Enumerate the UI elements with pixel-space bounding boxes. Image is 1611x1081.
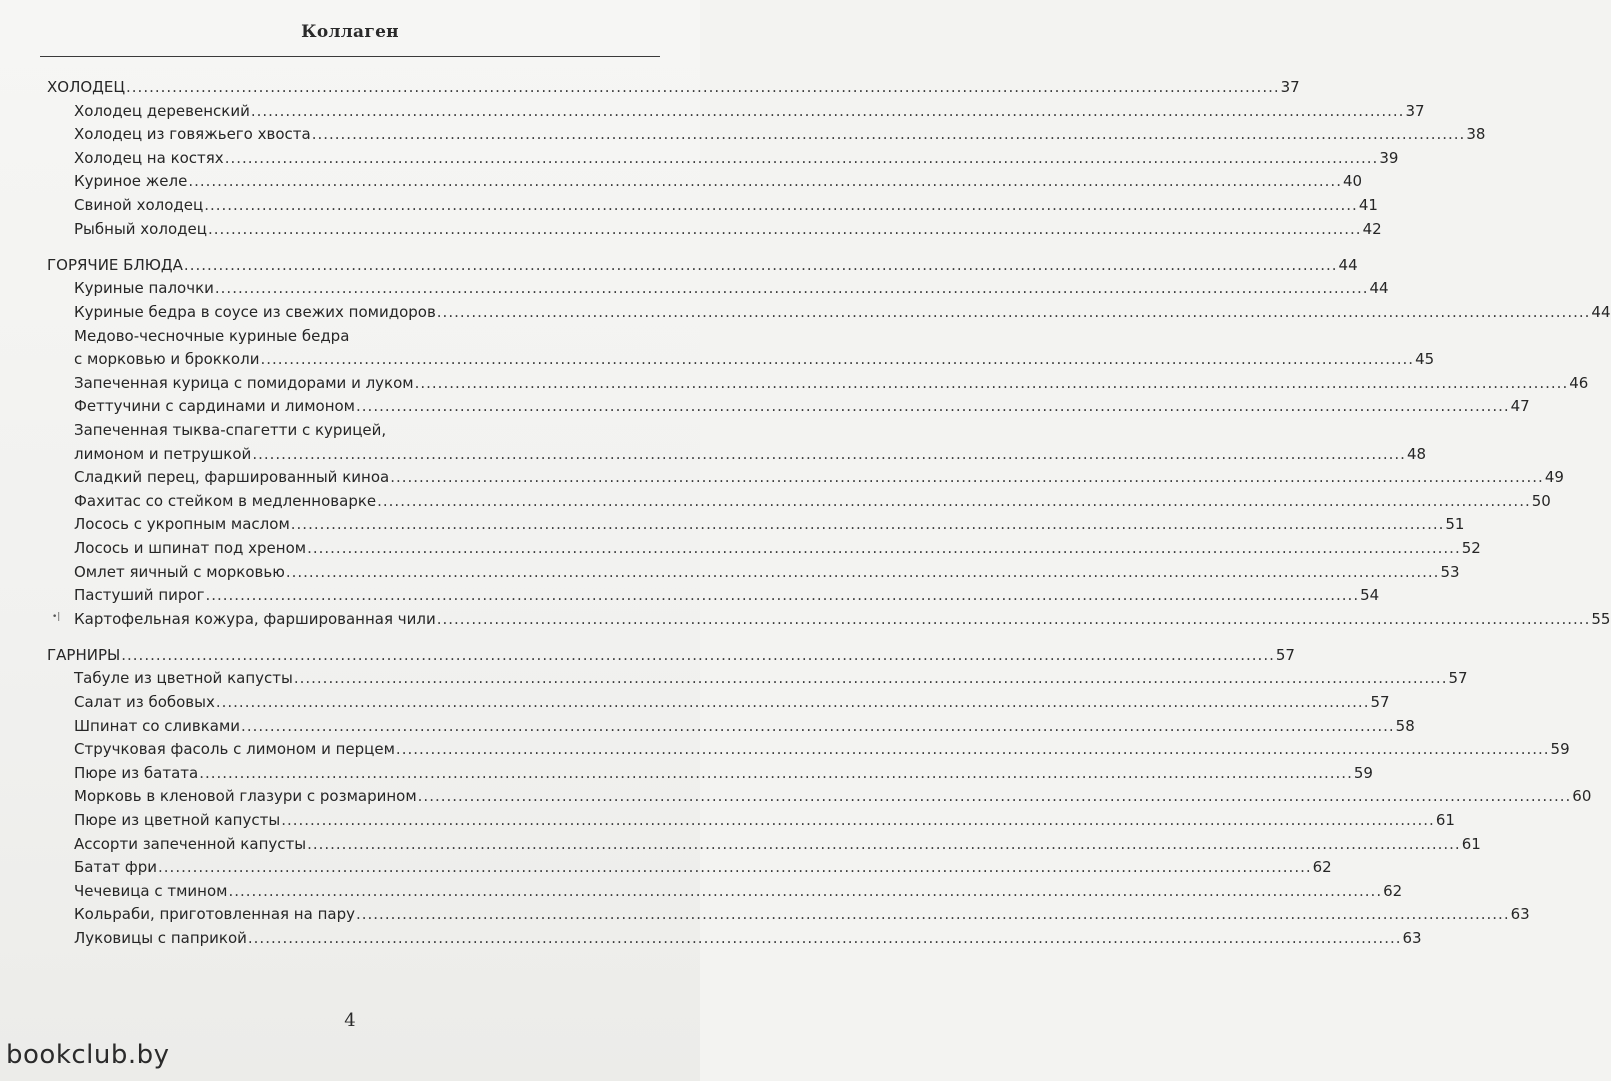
toc-entry-page: 63: [1510, 905, 1530, 924]
dot-leader: ........................................................................................................................................................................................................: [293, 669, 1448, 688]
toc-entry-page: 55: [1591, 609, 1611, 628]
toc-entry-page: 61: [1435, 811, 1455, 829]
dot-leader: ........................................................................................................................................................................................................: [205, 586, 1360, 605]
toc-entry: [74, 491, 1551, 510]
dot-leader: ........................................................................................................................................................................................................: [311, 125, 1466, 144]
toc-entry-title: Холодец деревенский: [74, 101, 250, 120]
toc-section-heading-page: 57: [1275, 645, 1295, 664]
dot-leader: ........................................................................................................................................................................................................: [188, 172, 1342, 191]
watermark-text: bookclub.by: [6, 1040, 170, 1070]
running-header-title: Коллаген: [301, 22, 399, 42]
dot-leader: ........................................................................................................................................................................................................: [285, 562, 1440, 581]
dot-leader: ........................................................................................................................................................................................................: [228, 881, 1383, 900]
toc-entry: [74, 397, 1530, 416]
toc-entry-title: Запеченная курица с помидорами и луком: [74, 373, 414, 392]
toc-entry-title-line: Медово-чесночные куриные бедра: [74, 326, 350, 345]
toc-entry-page: 48: [1406, 444, 1427, 463]
toc-entry-title: Феттучини с сардинами и лимоном: [74, 397, 356, 416]
dot-leader: ........................................................................................................................................................................................................: [207, 219, 1362, 238]
dot-leader: ........................................................................................................................................................................................................: [126, 78, 1280, 96]
toc-entry: [74, 444, 1427, 463]
toc-entry: [74, 834, 1481, 853]
toc-entry-page: 53: [1440, 562, 1460, 581]
toc-entry: [74, 350, 1435, 369]
toc-section-heading-title: ГОРЯЧИЕ БЛЮДА: [47, 255, 183, 274]
dot-leader: ........................................................................................................................................................................................................: [436, 609, 1591, 628]
dot-leader: ........................................................................................................................................................................................................: [252, 444, 1406, 463]
toc-entry-title: Пюре из цветной капусты: [74, 811, 281, 829]
toc-entry: [74, 693, 1390, 711]
toc-entry: [74, 279, 1389, 298]
toc-entry-title: Пастуший пирог: [74, 586, 205, 605]
dot-leader: ........................................................................................................................................................................................................: [307, 538, 1461, 557]
toc-entry-title: Омлет яичный с морковью: [74, 562, 285, 581]
toc-entry: [74, 763, 1373, 782]
dot-leader: ........................................................................................................................................................................................................: [215, 693, 1370, 711]
dot-leader: ........................................................................................................................................................................................................: [290, 515, 1445, 534]
toc-entry-title: Табуле из цветной капусты: [74, 669, 293, 688]
toc-entry-page: 62: [1312, 858, 1332, 877]
toc-entry: [74, 929, 1422, 947]
header-rule: [40, 56, 660, 57]
toc-entry-title: Кольраби, приготовленная на пару: [74, 905, 355, 924]
dot-leader: ........................................................................................................................................................................................................: [214, 279, 1369, 298]
toc-entry-page: 54: [1360, 586, 1380, 605]
toc-entry-page: 63: [1402, 929, 1422, 947]
toc-entry: [74, 609, 1611, 628]
toc-entry-title-line: Запеченная тыква-спагетти с курицей,: [74, 420, 387, 439]
dot-leader: ........................................................................................................................................................................................................: [281, 811, 1435, 829]
toc-entry-title: Стручковая фасоль с лимоном и перцем: [74, 740, 395, 759]
toc-section-heading-page: 37: [1280, 78, 1300, 96]
toc-entry-title: лимоном и петрушкой: [74, 444, 252, 463]
toc-entry-title: Холодец на костях: [74, 148, 224, 167]
toc-section-heading: [47, 255, 1358, 274]
dot-leader: ........................................................................................................................................................................................................: [414, 373, 1569, 392]
toc-entry: [74, 905, 1530, 924]
dot-leader: ........................................................................................................................................................................................................: [158, 858, 1312, 877]
toc-entry: [74, 148, 1399, 167]
dot-leader: ........................................................................................................................................................................................................: [377, 491, 1531, 510]
toc-entry-title: Лосось с укропным маслом: [74, 515, 290, 534]
toc-entry-title: Ассорти запеченной капусты: [74, 834, 307, 853]
toc-entry-title: Куриное желе: [74, 172, 188, 191]
toc-entry-title: Холодец из говяжьего хвоста: [74, 125, 311, 144]
toc-entry-page: 50: [1531, 491, 1551, 510]
toc-entry-title: Шпинат со сливками: [74, 716, 241, 735]
toc-entry: [74, 787, 1592, 806]
toc-entry-page: 52: [1461, 538, 1481, 557]
toc-entry-title: Картофельная кожура, фаршированная чили: [74, 609, 436, 628]
toc-entry-page: 37: [1405, 101, 1425, 120]
toc-entry-title: Пюре из батата: [74, 763, 199, 782]
toc-entry-title: Морковь в кленовой глазури с розмарином: [74, 787, 417, 806]
dot-leader: ........................................................................................................................................................................................................: [183, 255, 1338, 274]
toc-entry: [74, 196, 1378, 214]
toc-entry-page: 39: [1379, 148, 1399, 167]
toc-entry: [74, 716, 1415, 735]
dot-leader: ........................................................................................................................................................................................................: [260, 350, 1415, 369]
toc-entry: [74, 373, 1589, 392]
toc-entry-page: 38: [1466, 125, 1486, 144]
dot-leader: ........................................................................................................................................................................................................: [241, 716, 1395, 735]
toc-entry-title: Лосось и шпинат под хреном: [74, 538, 307, 557]
dot-leader: ........................................................................................................................................................................................................: [199, 763, 1353, 782]
toc-entry: [74, 468, 1564, 487]
toc-section-heading: [47, 78, 1300, 96]
toc-entry: [74, 219, 1382, 238]
toc-entry-title: Куриные бедра в соусе из свежих помидоров: [74, 302, 436, 321]
toc-entry: [74, 811, 1455, 829]
toc-entry: [74, 538, 1481, 557]
toc-entry-page: 40: [1342, 172, 1363, 191]
toc-entry: [74, 881, 1403, 900]
toc-entry: [74, 101, 1425, 120]
toc-entry: [74, 172, 1363, 191]
dot-leader: ........................................................................................................................................................................................................: [395, 740, 1550, 759]
toc-entry-title: Рыбный холодец: [74, 219, 207, 238]
dot-leader: ........................................................................................................................................................................................................: [224, 148, 1379, 167]
toc-section-heading-page: 44: [1338, 255, 1358, 274]
toc-entry-title: Куриные палочки: [74, 279, 214, 298]
toc-entry-page: 41: [1358, 196, 1378, 214]
toc-entry: [74, 740, 1570, 759]
toc-entry-page: 47: [1510, 397, 1530, 416]
toc-entry: [74, 586, 1380, 605]
toc-entry: [74, 125, 1486, 144]
dot-leader: ........................................................................................................................................................................................................: [204, 196, 1358, 214]
toc-entry-page: 57: [1448, 669, 1468, 688]
toc-entry-page: 62: [1383, 881, 1403, 900]
toc-entry-page: 42: [1362, 219, 1382, 238]
toc-entry: [74, 515, 1465, 534]
toc-entry: [74, 302, 1611, 321]
margin-mark: •|: [52, 612, 61, 622]
dot-leader: ........................................................................................................................................................................................................: [436, 302, 1591, 321]
toc-entry-page: 58: [1395, 716, 1415, 735]
toc-entry-title: Салат из бобовых: [74, 693, 215, 711]
toc-entry-title: Сладкий перец, фаршированный киноа: [74, 468, 390, 487]
toc-entry-title: Батат фри: [74, 858, 158, 877]
toc-entry-page: 57: [1370, 693, 1390, 711]
toc-entry-title: Чечевица с тмином: [74, 881, 228, 900]
dot-leader: ........................................................................................................................................................................................................: [390, 468, 1544, 487]
toc-entry-title: с морковью и брокколи: [74, 350, 260, 369]
toc-entry-title: Луковицы с паприкой: [74, 929, 247, 947]
toc-entry-title: Свиной холодец: [74, 196, 204, 214]
page-number: 4: [344, 1010, 356, 1031]
toc-section-heading: [47, 645, 1295, 664]
dot-leader: ........................................................................................................................................................................................................: [250, 101, 1405, 120]
toc-entry: [74, 858, 1332, 877]
toc-entry-page: 61: [1461, 834, 1481, 853]
dot-leader: ........................................................................................................................................................................................................: [307, 834, 1461, 853]
dot-leader: ........................................................................................................................................................................................................: [355, 905, 1510, 924]
toc-section-heading-title: ГАРНИРЫ: [47, 645, 121, 664]
toc-section-heading-title: ХОЛОДЕЦ: [47, 78, 126, 96]
toc-entry-page: 60: [1572, 787, 1592, 806]
toc-entry-page: 44: [1591, 302, 1611, 321]
toc-entry-page: 59: [1550, 740, 1570, 759]
toc-entry: [74, 562, 1460, 581]
dot-leader: ........................................................................................................................................................................................................: [356, 397, 1510, 416]
toc-entry-page: 49: [1544, 468, 1564, 487]
toc-entry: [74, 669, 1468, 688]
toc-entry-page: 46: [1569, 373, 1589, 392]
dot-leader: ........................................................................................................................................................................................................: [247, 929, 1402, 947]
toc-entry-page: 59: [1353, 763, 1373, 782]
toc-entry-title: Фахитас со стейком в медленноварке: [74, 491, 377, 510]
dot-leader: ........................................................................................................................................................................................................: [121, 645, 1275, 664]
toc-entry-page: 44: [1369, 279, 1389, 298]
dot-leader: ........................................................................................................................................................................................................: [417, 787, 1572, 806]
toc-entry-page: 51: [1445, 515, 1465, 534]
toc-entry-page: 45: [1415, 350, 1435, 369]
